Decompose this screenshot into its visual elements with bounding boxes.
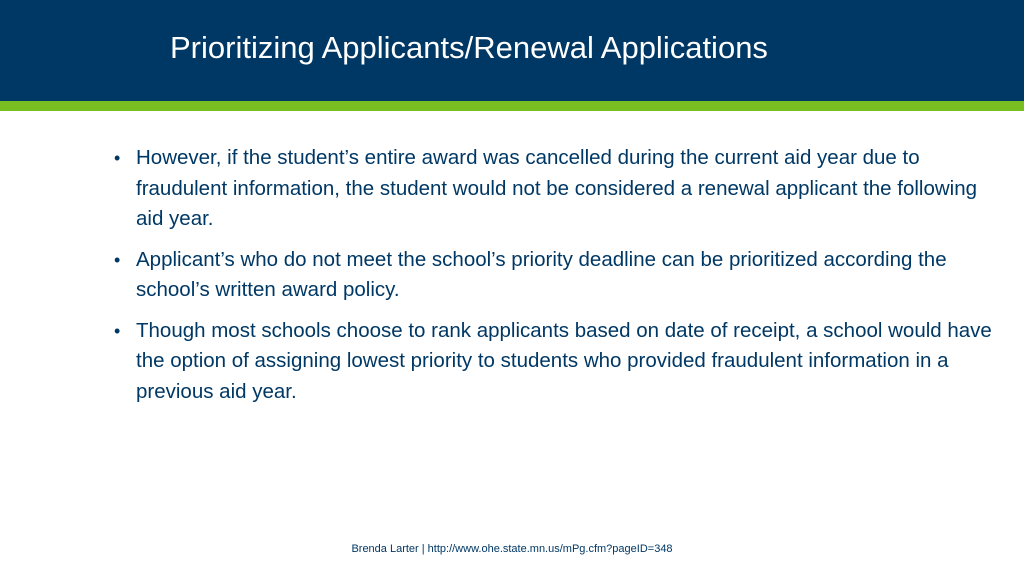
bullet-item	[114, 143, 994, 235]
bullet-item	[114, 316, 994, 408]
bullet-item	[114, 245, 994, 306]
accent-stripe	[0, 101, 1024, 111]
title-banner	[0, 0, 1024, 101]
slide-footer: Brenda Larter | http://www.ohe.state.mn.us/mPg.cfm?pageID=348	[351, 543, 673, 555]
bullet-text: Though most schools choose to rank applicants based on date of receipt, a school would have the option of assigning lowest priority to students who provided fraudulent information in a previous aid year.	[136, 318, 992, 403]
slide-title: Prioritizing Applicants/Renewal Applications	[170, 30, 768, 65]
bullet-text: However, if the student’s entire award was cancelled during the current aid year due to fraudulent information, the student would not be considered a renewal applicant the following aid year.	[136, 146, 978, 230]
bullet-icon: •	[114, 249, 121, 270]
bullet-icon: •	[114, 320, 121, 341]
bullet-list	[114, 143, 994, 417]
bullet-text: Applicant’s who do not meet the school’s priority deadline can be prioritized according the school’s written award policy.	[136, 247, 947, 301]
bullet-icon: •	[114, 148, 121, 168]
